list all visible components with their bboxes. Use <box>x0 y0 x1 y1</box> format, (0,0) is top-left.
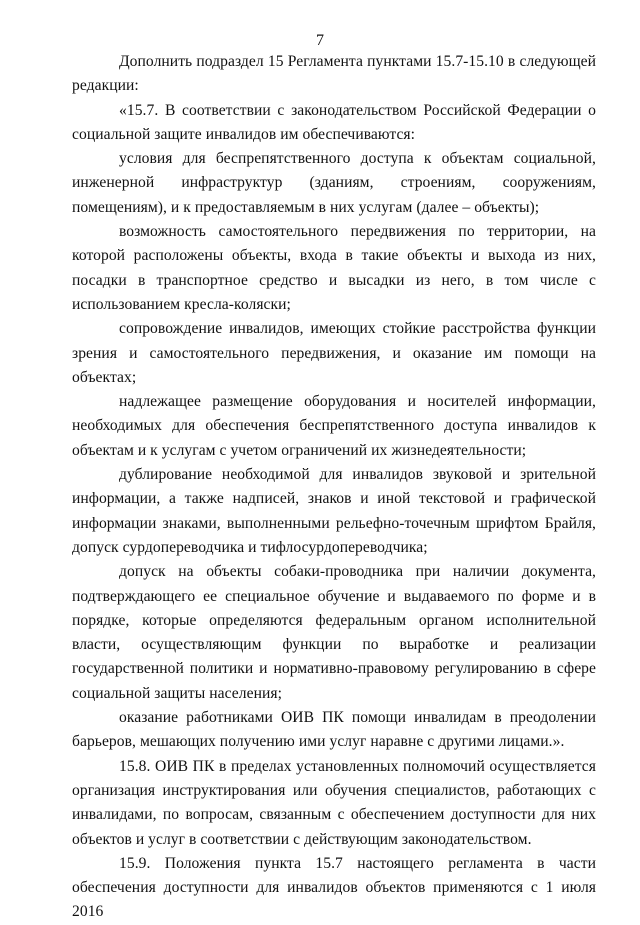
paragraph-movement: возможность самостоятельного передвижения по территории, на которой расположены объекты, входа в такие объекты и выхода из них, посадки в транспортное средство и высадки из него, в том числе с использованием кресла-коляски; <box>72 223 596 313</box>
paragraph-escort: сопровождение инвалидов, имеющих стойкие расстройства функции зрения и самостоятельного передвижения, и оказание им помощи на объектах; <box>72 320 596 386</box>
paragraph-15-9: 15.9. Положения пункта 15.7 настоящего регламента в части обеспечения доступности для инвалидов объектов применяются с 1 июля 2016 <box>72 854 596 921</box>
paragraph-guide-dog: допуск на объекты собаки-проводника при наличии документа, подтверждающего ее специальное обучение и выдаваемого по форме и в порядке, которые определяются федеральным органом исполнительной власти, осуществляющим функции по выработке и реализации государственной политики и нормативно-правовому регулированию в сфере социальной защиты населения; <box>72 563 596 702</box>
document-body <box>72 50 596 925</box>
paragraph-equipment-placement: надлежащее размещение оборудования и носителей информации, необходимых для обеспечения беспрепятственного доступа инвалидов к объектам и к услугам с учетом ограничений их жизнедеятельности; <box>72 393 596 459</box>
paragraph-15-8: 15.8. ОИВ ПК в пределах установленных полномочий осуществляется организация инструктирования или обучения специалистов, работающих с инвалидами, по вопросам, связанным с обеспечением доступности для них объектов и услуг в соответствии с действующим законодательством. <box>72 757 596 848</box>
page-number: 7 <box>316 32 324 49</box>
paragraph-assistance: оказание работниками ОИВ ПК помощи инвалидам в преодолении барьеров, мешающих получению ими услуг наравне с другими лицами.». <box>72 709 596 751</box>
paragraph-information-duplication: дублирование необходимой для инвалидов звуковой и зрительной информации, а также надписей, знаков и иной текстовой и графической информации знаками, выполненными рельефно-точечным шрифтом Брайля, допуск сурдопереводчика и тифлосурдопереводчика; <box>72 466 596 556</box>
paragraph-access-conditions: условия для беспрепятственного доступа к объектам социальной, инженерной инфраструктур (зданиям, строениям, сооружениям, помещениям), и к предоставляемым в них услугам (далее – объекты); <box>72 150 596 216</box>
paragraph-intro: Дополнить подраздел 15 Регламента пунктами 15.7-15.10 в следующей редакции: <box>72 53 596 95</box>
paragraph-15-7: «15.7. В соответствии с законодательством Российской Федерации о социальной защите инвалидов им обеспечиваются: <box>72 101 596 143</box>
